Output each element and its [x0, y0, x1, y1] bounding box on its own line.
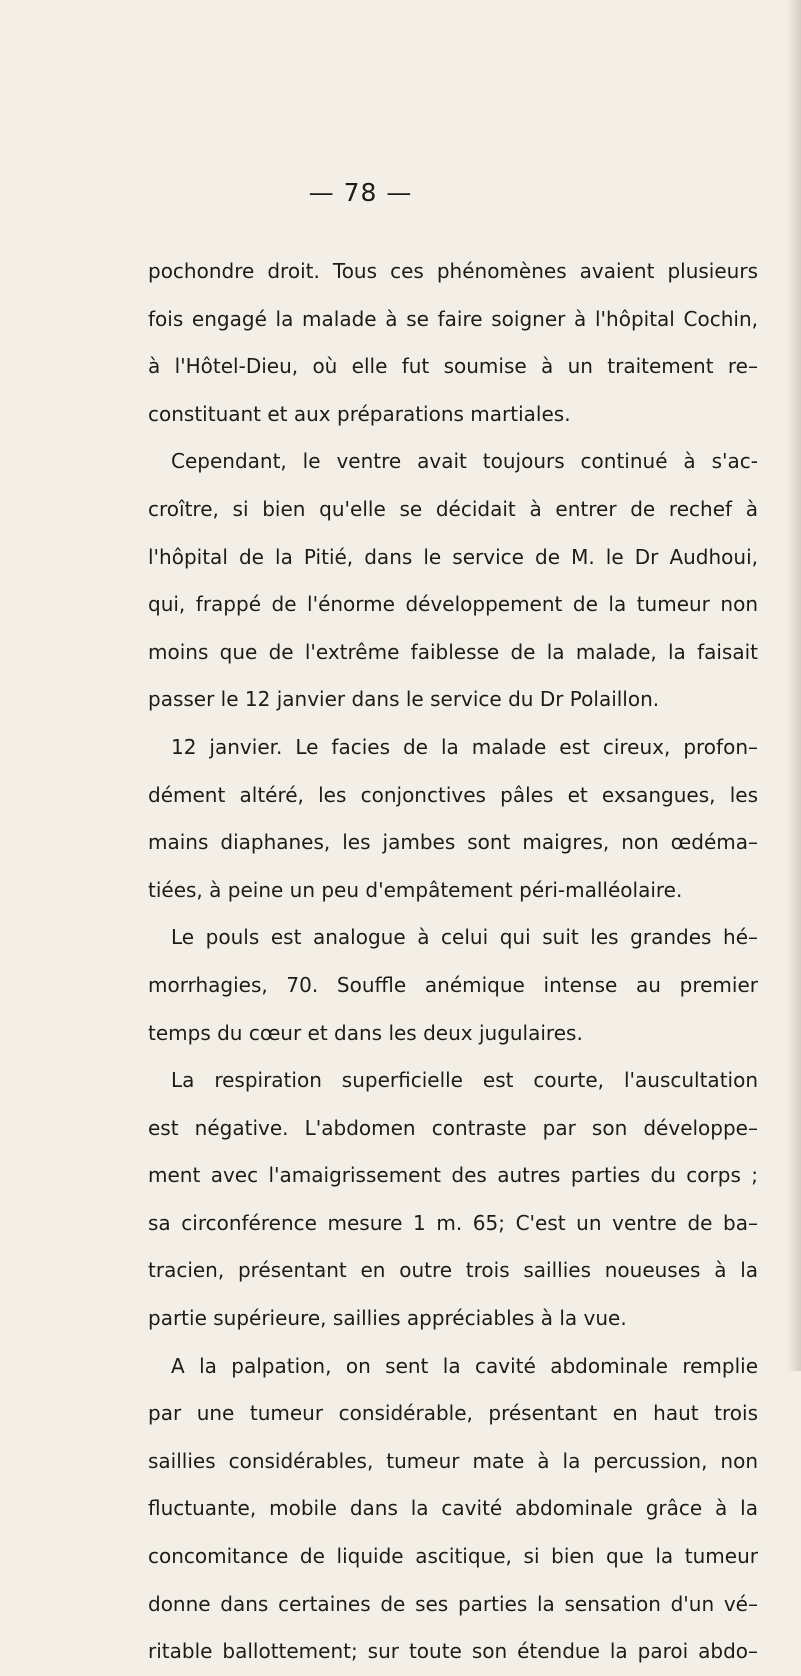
- text-line: pochondre droit. Tous ces phénomènes avaient plusieurs: [148, 259, 758, 283]
- text-line: partie supérieure, saillies appréciables à la vue.: [148, 1306, 627, 1331]
- text-line: fluctuante, mobile dans la cavité abdominale grâce à la: [148, 1496, 758, 1521]
- text-line: 12 janvier. Le facies de la malade est cireux, profon–: [171, 734, 758, 759]
- text-line: morrhagies, 70. Souffle anémique intense au premier: [148, 972, 758, 997]
- text-line: croître, si bien qu'elle se décidait à entrer de rechef à: [148, 496, 758, 521]
- text-line: par une tumeur considérable, présentant en haut trois: [148, 1401, 758, 1426]
- text-line: La respiration superficielle est courte, l'auscultation: [171, 1068, 758, 1093]
- text-line: fois engagé la malade à se faire soigner à l'hôpital Cochin,: [148, 306, 758, 331]
- text-line: tiées, à peine un peu d'empâtement péri-malléolaire.: [148, 877, 683, 902]
- text-line: saillies considérables, tumeur mate à la percussion, non: [148, 1448, 758, 1473]
- text-line: moins que de l'extrême faiblesse de la malade, la faisait: [148, 639, 758, 664]
- text-line: qui, frappé de l'énorme développement de la tumeur non: [148, 592, 758, 617]
- text-line: Cependant, le ventre avait toujours continué à s'ac-: [171, 449, 758, 474]
- text-line: ritable ballottement; sur toute son étendue la paroi abdo–: [148, 1639, 758, 1664]
- text-line: mains diaphanes, les jambes sont maigres, non œdéma–: [148, 830, 758, 855]
- text-line: est négative. L'abdomen contraste par son développe–: [148, 1115, 758, 1140]
- text-line: concomitance de liquide ascitique, si bien que la tumeur: [148, 1544, 758, 1569]
- text-line: sa circonférence mesure 1 m. 65; C'est un ventre de ba–: [148, 1210, 758, 1235]
- text-line: temps du cœur et dans les deux jugulaires.: [148, 1020, 583, 1045]
- text-line: tracien, présentant en outre trois saillies noueuses à la: [148, 1258, 758, 1283]
- body-text: [148, 248, 758, 1676]
- text-line: ment avec l'amaigrissement des autres parties du corps ;: [148, 1163, 758, 1188]
- text-line: donne dans certaines de ses parties la sensation d'un vé–: [148, 1591, 758, 1616]
- text-line: à l'Hôtel-Dieu, où elle fut soumise à un traitement re–: [148, 354, 758, 379]
- text-line: A la palpation, on sent la cavité abdominale remplie: [171, 1353, 758, 1378]
- page-edge-shadow: [787, 0, 801, 1371]
- text-line: constituant et aux préparations martiales.: [148, 401, 571, 426]
- page-number: — 78 —: [308, 178, 413, 207]
- text-line: Le pouls est analogue à celui qui suit les grandes hé–: [171, 925, 758, 950]
- text-line: l'hôpital de la Pitié, dans le service de M. le Dr Audhoui,: [148, 544, 758, 569]
- text-line: dément altéré, les conjonctives pâles et exsangues, les: [148, 782, 758, 807]
- text-line: passer le 12 janvier dans le service du Dr Polaillon.: [148, 687, 660, 712]
